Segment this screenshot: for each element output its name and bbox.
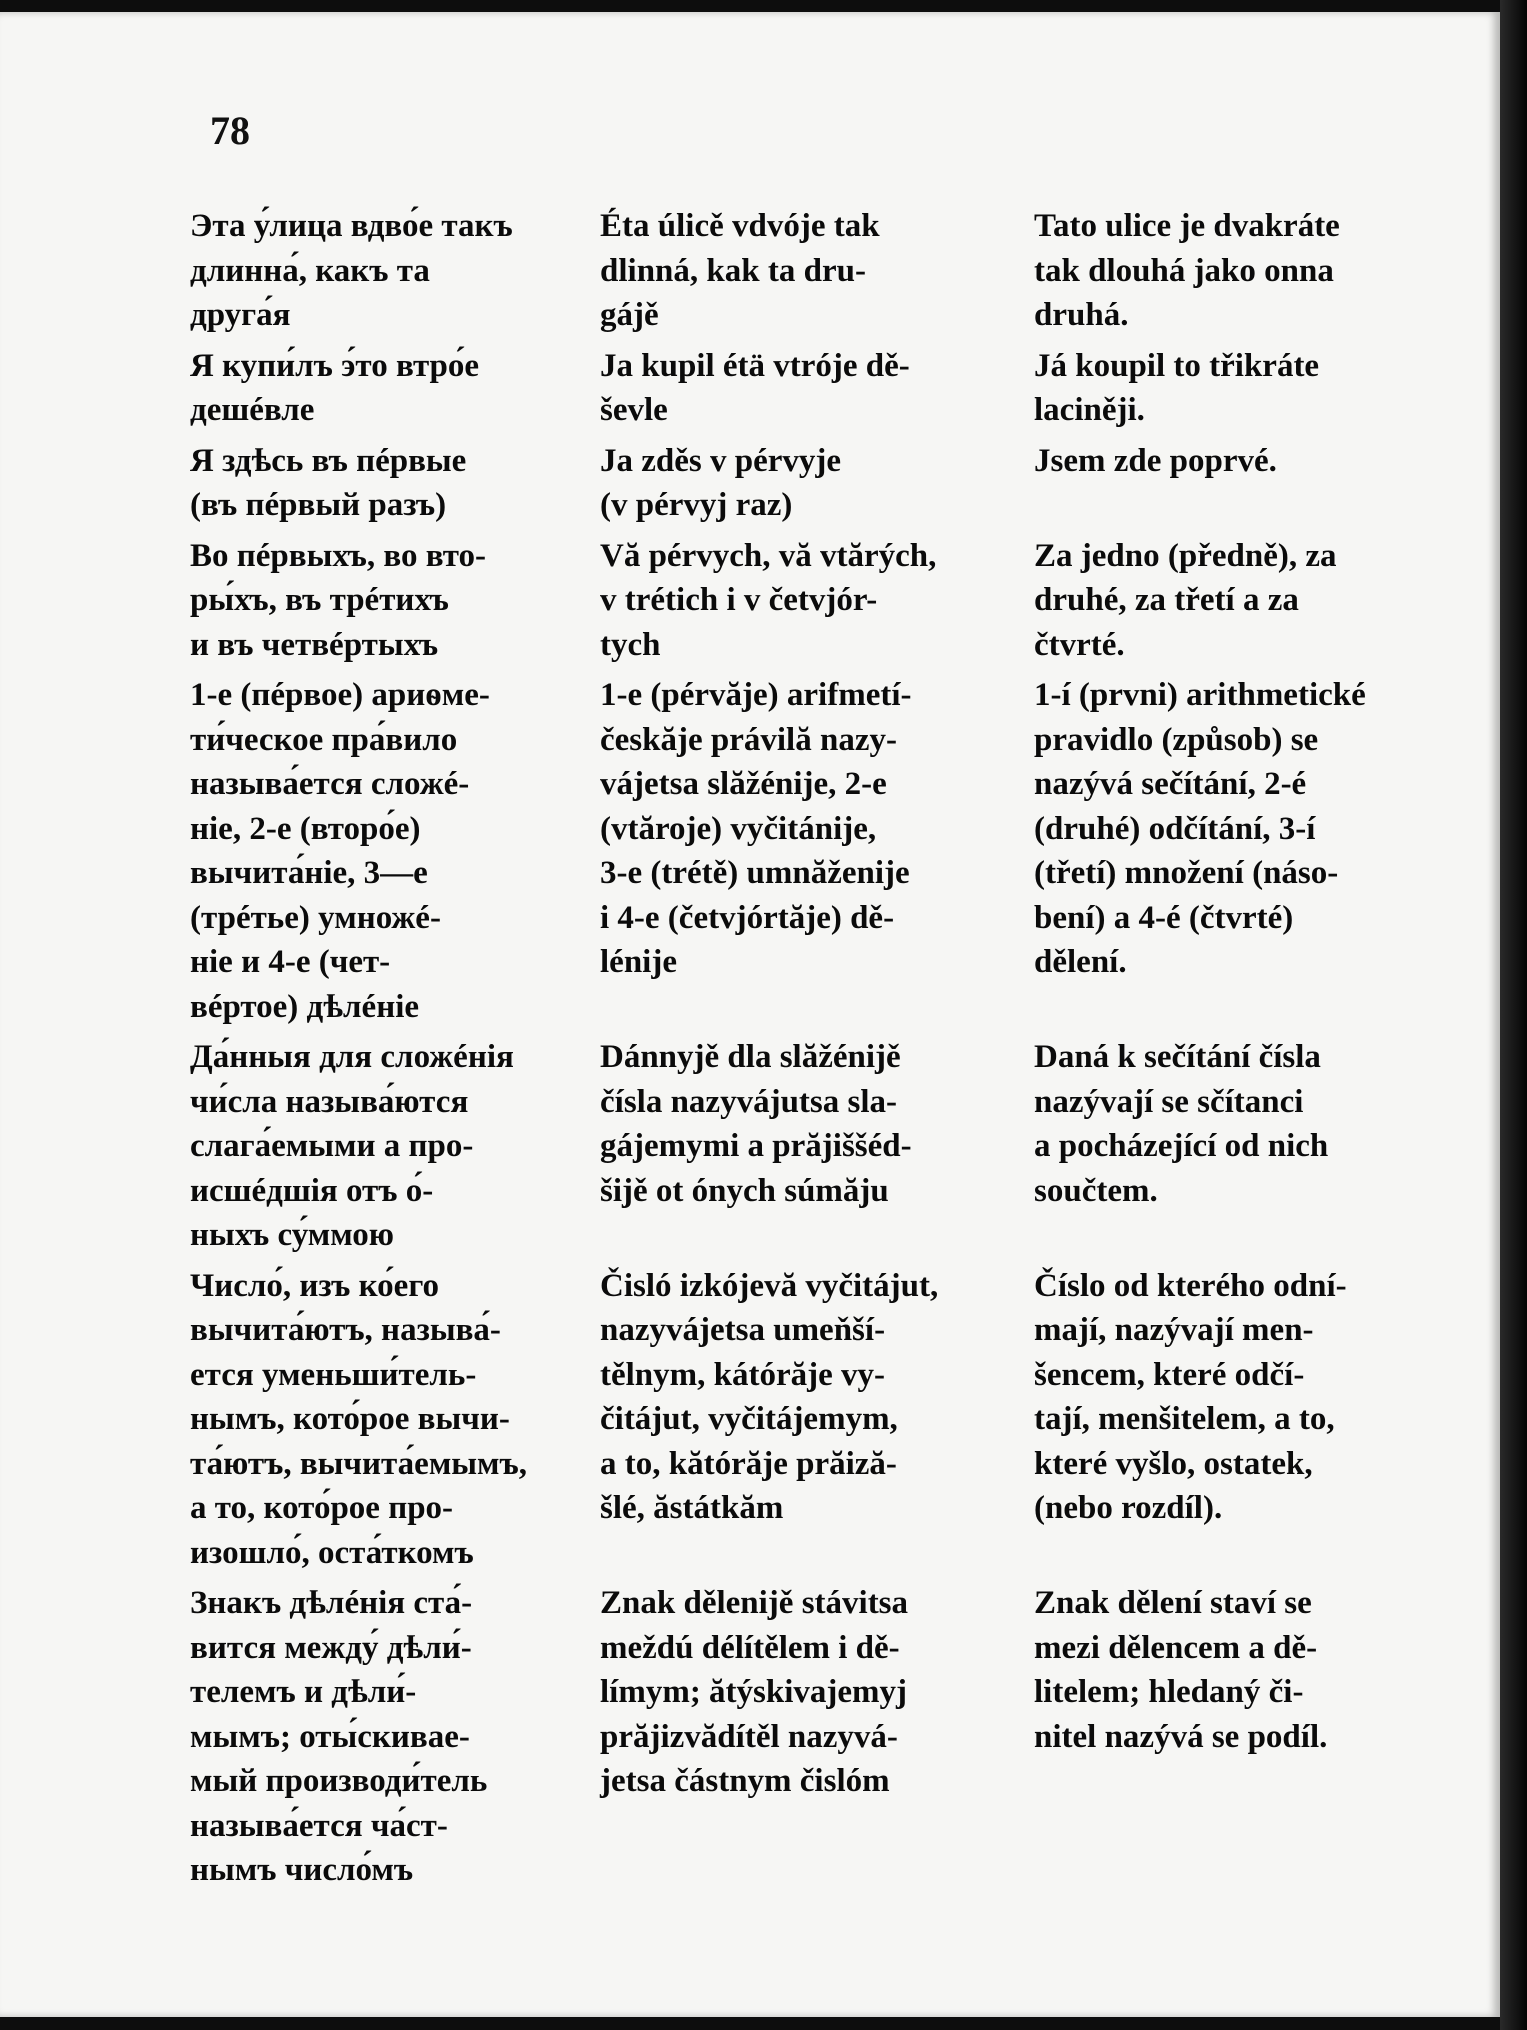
czech-text: Za jedno (předně), za druhé, za třetí a za čtvrté. [1034, 537, 1337, 663]
russian-text: Я здѣсь въ пéрвые (въ пéрвый разъ) [190, 442, 467, 523]
page-number: 78 [210, 108, 250, 153]
transliteration-text: Ja zděs v pérvyje (v pérvyj raz) [600, 442, 842, 523]
czech-text: Znak dělení staví se mezi dělencem a dě- litelem; hledaný či- nitel nazývá se podíl. [1034, 1585, 1328, 1755]
russian-text: Да́нныя для сложéнiя чи́сла называ́ются слага́емыми а про- исшéдшiя отъ о́- ныхъ су́ммою [190, 1039, 514, 1253]
czech-text: 1-í (prvni) arithmetické pravidlo (způsob) se nazývá sečítání, 2-é (druhé) odčítání, 3-í (třetí) množení (náso- bení) a 4-é (čtvrté) dělení. [1034, 677, 1366, 980]
table-row [190, 439, 1460, 528]
table-row [190, 534, 1460, 668]
transliteration-text: 1-e (pérvăje) arifmetí- českăje právilă nazy- vájetsa slăžénije, 2-e (vtăroje) vyčitánije, 3-e (trétě) umnăženije i 4-e (četvjórtăje) dě- lénije [600, 677, 912, 980]
transliteration-text: Ja kupil étä vtróje dě- ševle [600, 347, 910, 428]
czech-text: Tato ulice je dvakráte tak dlouhá jako onna druhá. [1034, 208, 1340, 333]
czech-text: Číslo od kterého odní- mají, nazývají men- šencem, které odčí- tají, menšitelem, a to, které vyšlo, ostatek, (nebo rozdíl). [1034, 1267, 1347, 1526]
table-row [190, 1035, 1460, 1258]
transliteration-text: Znak dělenijě stávitsa meždú délítělem i dě- límym; ătýskivajemyj prăjizvădítěl nazyvá- jetsa částnym čislóm [600, 1585, 909, 1799]
russian-text: Я купи́лъ э́то втро́е дешéвле [190, 347, 480, 428]
transliteration-text: Dánnyjě dla slăžénijě čísla nazyvájutsa sla- gájemymi a prăjiššéd- šijě ot ónych súmăju [600, 1039, 912, 1209]
table-row [190, 1581, 1460, 1893]
book-spine-edge [1500, 0, 1527, 2030]
transliteration-text: Čisló izkójevă vyčitájut, nazyvájetsa umeňší- tělnym, kátórăje vy- čitájut, vyčitájemym, a to, kătórăje prăiză- šlé, ăstátkăm [600, 1267, 939, 1526]
russian-text: 1-е (пéрвое) ариѳме- ти́ческое пра́вило называ́ется сложé- нiе, 2-е (второ́е) вычита́нiе, 3—е (трéтье) умножé- нiе и 4-е (чет- вéртое) дѣлéнiе [190, 677, 490, 1025]
russian-text: Число́, изъ ко́его вычита́ютъ, называ́- ется уменьши́тель- нымъ, кото́рое вычи- та́ютъ, вычита́емымъ, а то, кото́рое про- изошло́, оста́ткомъ [190, 1267, 528, 1571]
phrasebook-table [190, 204, 1460, 1893]
russian-text: Эта у́лица вдво́е такъ длинна́, какъ та друга́я [190, 208, 513, 333]
czech-text: Jsem zde poprvé. [1034, 442, 1277, 479]
table-row [190, 1264, 1460, 1576]
table-row [190, 344, 1460, 433]
transliteration-text: Vă pérvych, vă vtărých, v trétich i v četvjór- tych [600, 537, 937, 663]
russian-text: Во пéрвыхъ, во вто- ры́хъ, въ трéтихъ и въ четвéртыхъ [190, 537, 486, 663]
transliteration-text: Éta úlicě vdvóje tak dlinná, kak ta dru- gájě [600, 208, 880, 333]
table-row [190, 673, 1460, 1029]
book-page [0, 12, 1500, 2017]
czech-text: Daná k sečítání čísla nazývají se sčítanci a pocházející od nich součtem. [1034, 1039, 1329, 1209]
russian-text: Знакъ дѣлéнiя ста́- вится между́ дѣли́- телемъ и дѣли́- мымъ; оты́скивае- мый производи́тель называ́ется ча́ст- нымъ число́мъ [190, 1585, 488, 1888]
table-row [190, 204, 1460, 338]
czech-text: Já koupil to třikráte laciněji. [1034, 347, 1320, 428]
